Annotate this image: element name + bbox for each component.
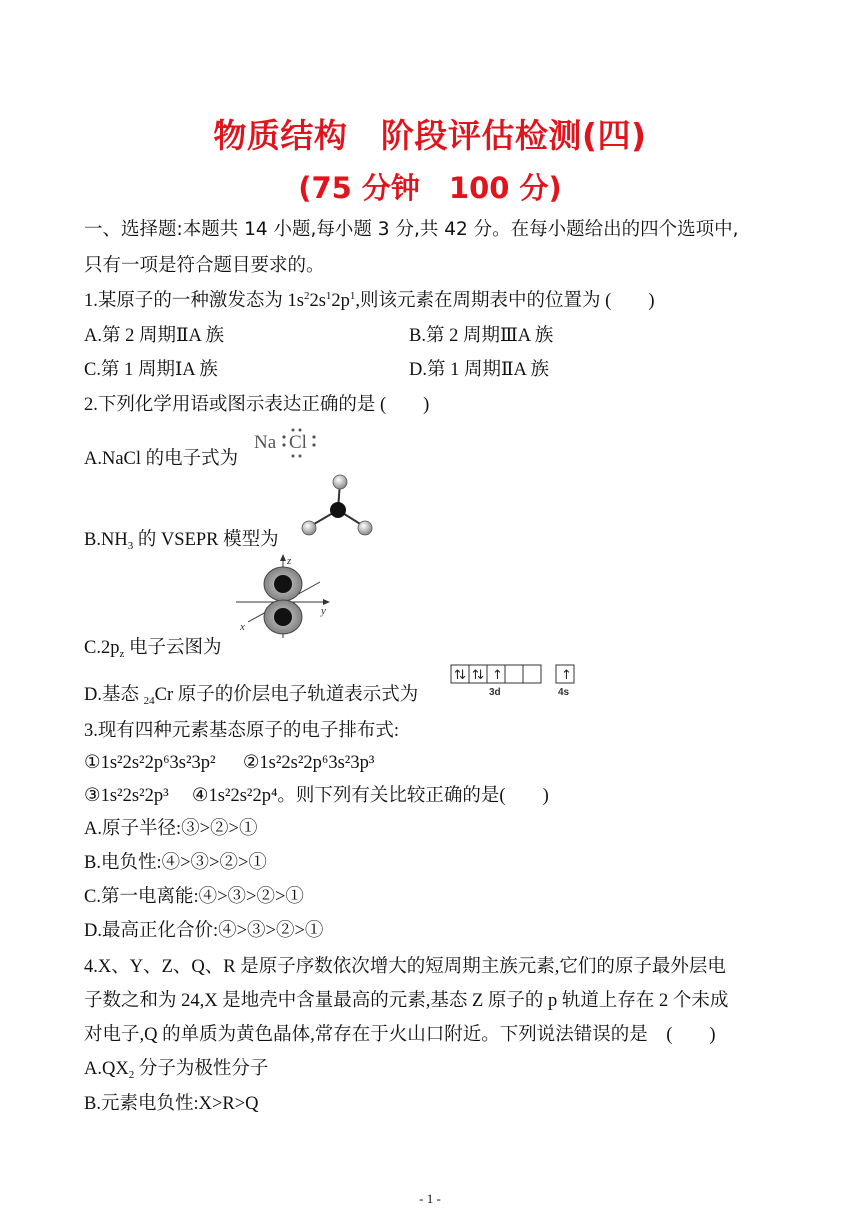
option-c: C.第 1 周期ⅠA 族	[84, 360, 218, 380]
section-instruction-line1: 一、选择题:本题共 14 小题,每小题 3 分,共 42 分。在每小题给出的四个选项中,	[84, 219, 739, 240]
orbital-4s-box: ↑	[561, 668, 572, 683]
question-1-options-row1	[84, 324, 554, 348]
na-symbol: Na	[254, 432, 277, 453]
option-d: D.第 1 周期ⅡA 族	[409, 360, 550, 380]
question-3-stem: 3.现有四种元素基态原子的电子排布式:	[84, 721, 400, 741]
axis-z-label: z	[287, 555, 292, 567]
orbital-3d-box-2: ↑↓	[470, 668, 486, 683]
question-2-option-a: A.NaCl 的电子式为	[84, 449, 239, 469]
label-3d: 3d	[489, 687, 501, 698]
question-3-option-b: B.电负性:④>③>②>①	[84, 853, 267, 873]
question-3-configs-row2: ③1s²2s²2p³ ④1s²2s²2p⁴。则下列有关比较正确的是( )	[84, 786, 549, 806]
2pz-electron-cloud	[232, 552, 340, 640]
config-3: ③1s²2s²2p³	[84, 786, 169, 806]
question-2-option-d: D.基态 $_{24}$Cr 原子的价层电子轨道表示式为	[84, 685, 419, 707]
question-3-option-d: D.最高正化合价:④>③>②>①	[84, 921, 324, 941]
page-subtitle: (75 分钟 100 分)	[298, 171, 562, 205]
config-2: ②1s²2s²2p⁶3s²3p³	[242, 753, 375, 773]
orbital-3d-box-1: ↑↓	[452, 668, 468, 683]
question-4-stem-line3: 对电子,Q 的单质为黄色晶体,常存在于火山口附近。下列说法错误的是 ( )	[84, 1025, 716, 1045]
question-2-option-b: $B.NH_3$ 的 VSEPR 模型为	[84, 530, 279, 552]
orbital-3d-group	[451, 665, 541, 683]
page-number: - 1 -	[419, 1191, 441, 1206]
cr-orbital-diagram	[450, 664, 580, 698]
question-2-stem: 2.下列化学用语或图示表达正确的是 ( )	[84, 395, 430, 415]
question-3-option-a: A.原子半径:③>②>①	[84, 819, 258, 839]
question-4-stem-line1: 4.X、Y、Z、Q、R 是原子序数依次增大的短周期主族元素,它们的原子最外层电	[84, 957, 726, 977]
page-title: 物质结构 阶段评估检测(四)	[213, 116, 647, 155]
config-1: ①1s²2s²2p⁶3s²3p²	[84, 753, 216, 773]
nh3-vsepr-model	[296, 470, 380, 542]
option-a: A.第 2 周期ⅡA 族	[84, 326, 225, 346]
question-2-option-c: $C.2p_z$ 电子云图为	[84, 638, 222, 660]
question-3-option-c: C.第一电离能:④>③>②>①	[84, 887, 304, 907]
axis-y-label: y	[321, 605, 326, 617]
question-4-option-b: B.元素电负性:X>R>Q	[84, 1094, 259, 1114]
config-4: ④1s²2s²2p⁴	[191, 786, 278, 806]
orbital-3d-box-3: ↑	[492, 668, 503, 683]
option-b: B.第 2 周期ⅢA 族	[409, 326, 554, 346]
question-1-stem: 1.某原子的一种激发态为 $1s^22s^12p^1$,则该元素在周期表中的位置为 ( )	[84, 290, 655, 311]
cl-symbol: Cl	[289, 432, 307, 453]
question-4-stem-line2: 子数之和为 24,X 是地壳中含量最高的元素,基态 Z 原子的 p 轨道上存在 2 个未成	[84, 991, 729, 1011]
label-4s: 4s	[558, 687, 570, 698]
question-1-options-row2	[84, 358, 550, 382]
nacl-electron-formula	[253, 426, 333, 462]
axis-x-label: x	[240, 621, 245, 633]
question-4-option-a: $A.QX_2$ 分子为极性分子	[84, 1059, 269, 1081]
section-instruction-line2: 只有一项是符合题目要求的。	[84, 255, 325, 276]
question-3-configs-row1	[84, 751, 374, 775]
